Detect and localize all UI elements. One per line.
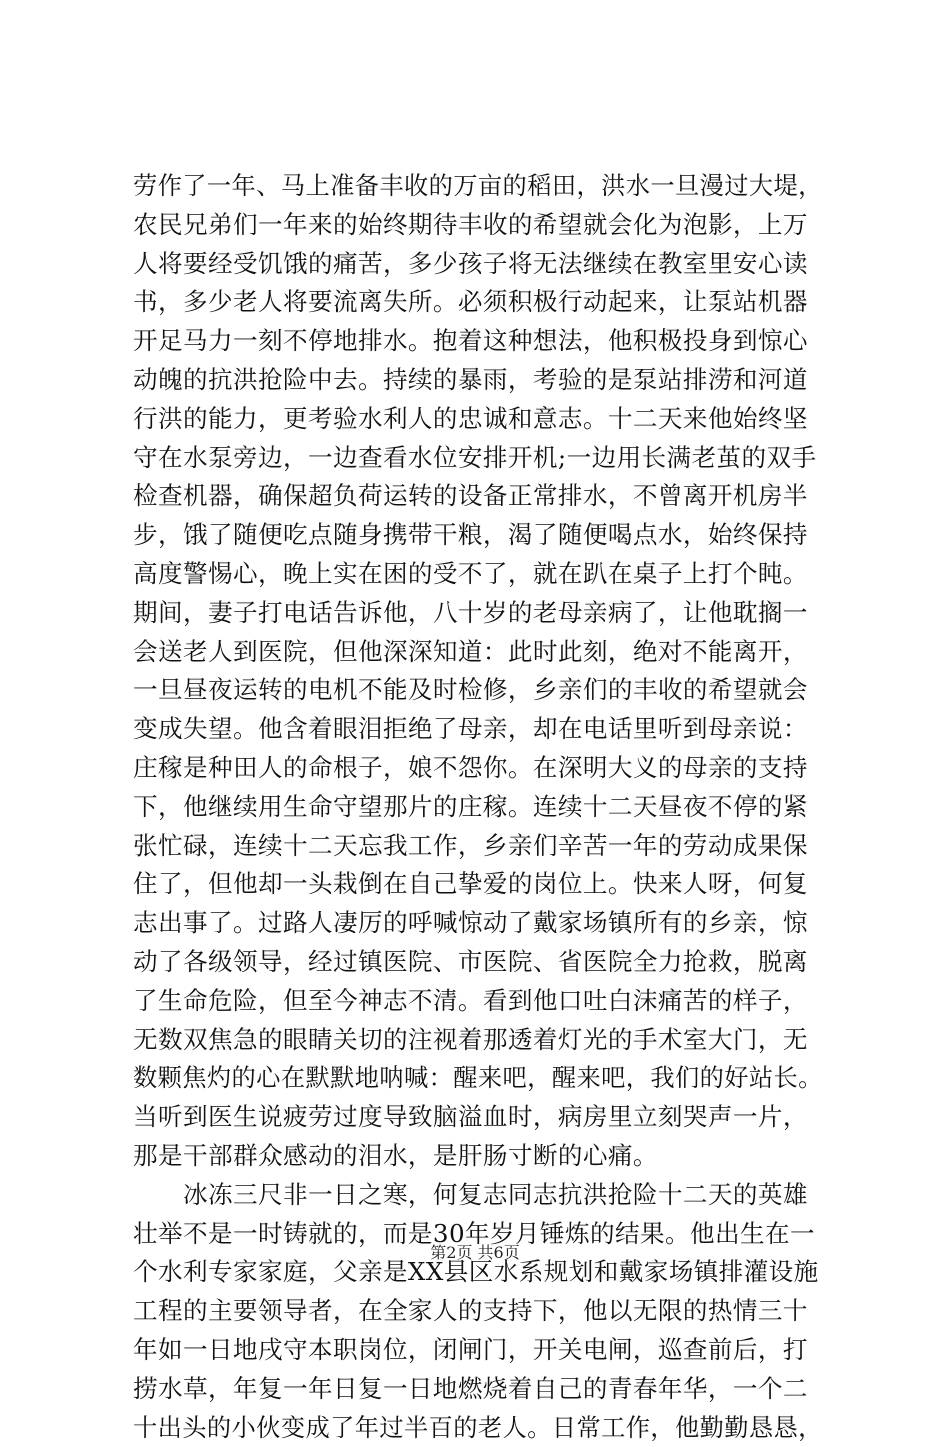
text-line: 步，饿了随便吃点随身携带干粮，渴了随便喝点水，始终保持 <box>133 516 823 555</box>
text-line: 了生命危险，但至今神志不清。看到他口吐白沫痛苦的样子， <box>133 982 823 1021</box>
text-line: 行洪的能力，更考验水利人的忠诚和意志。十二天来他始终坚 <box>133 400 823 439</box>
text-line: 张忙碌，连续十二天忘我工作，乡亲们辛苦一年的劳动成果保 <box>133 827 823 866</box>
text-line: 守在水泵旁边，一边查看水位安排开机;一边用长满老茧的双手 <box>133 439 823 478</box>
text-line: 一旦昼夜运转的电机不能及时检修，乡亲们的丰收的希望就会 <box>133 671 823 710</box>
text-line: 人将要经受饥饿的痛苦，多少孩子将无法继续在教室里安心读 <box>133 245 823 284</box>
text-line: 工程的主要领导者，在全家人的支持下，他以无限的热情三十 <box>133 1292 823 1331</box>
text-line: 检查机器，确保超负荷运转的设备正常排水，不曾离开机房半 <box>133 477 823 516</box>
text-line: 动了各级领导，经过镇医院、市医院、省医院全力抢救，脱离 <box>133 943 823 982</box>
text-line: 农民兄弟们一年来的始终期待丰收的希望就会化为泡影，上万 <box>133 206 823 245</box>
text-line: 数颗焦灼的心在默默地呐喊：醒来吧，醒来吧，我们的好站长。 <box>133 1059 813 1098</box>
text-line: 无数双焦急的眼睛关切的注视着那透着灯光的手术室大门，无 <box>133 1021 823 1060</box>
text-line: 会送老人到医院，但他深深知道：此时此刻，绝对不能离开， <box>133 633 823 672</box>
text-line: 下，他继续用生命守望那片的庄稼。连续十二天昼夜不停的紧 <box>133 788 823 827</box>
text-line: 捞水草，年复一年日复一日地燃烧着自己的青春年华，一个二 <box>133 1370 823 1409</box>
text-line: 住了，但他却一头栽倒在自己挚爱的岗位上。快来人呀，何复 <box>133 865 823 904</box>
text-line: 期间，妻子打电话告诉他，八十岁的老母亲病了，让他耽搁一 <box>133 594 823 633</box>
text-line: 劳作了一年、马上准备丰收的万亩的稻田，洪水一旦漫过大堤， <box>133 167 813 206</box>
text-line: 壮举不是一时铸就的，而是30年岁月锤炼的结果。他出生在一 <box>133 1215 823 1254</box>
page-footer: 第2页 共6页 <box>0 1240 950 1263</box>
text-line: 开足马力一刻不停地排水。抱着这种想法，他积极投身到惊心 <box>133 322 823 361</box>
text-line: 变成失望。他含着眼泪拒绝了母亲，却在电话里听到母亲说： <box>133 710 823 749</box>
text-line: 志出事了。过路人凄厉的呼喊惊动了戴家场镇所有的乡亲，惊 <box>133 904 823 943</box>
text-line: 当听到医生说疲劳过度导致脑溢血时，病房里立刻哭声一片， <box>133 1098 823 1137</box>
text-line: 个水利专家家庭，父亲是XX县区水系规划和戴家场镇排灌设施 <box>133 1253 823 1292</box>
text-line: 冰冻三尺非一日之寒，何复志同志抗洪抢险十二天的英雄 <box>133 1176 823 1215</box>
text-line: 高度警惕心，晚上实在困的受不了，就在趴在桌子上打个盹。 <box>133 555 823 594</box>
text-line: 那是干部群众感动的泪水，是肝肠寸断的心痛。 <box>133 1137 823 1176</box>
text-line: 庄稼是种田人的命根子，娘不怨你。在深明大义的母亲的支持 <box>133 749 823 788</box>
text-line: 书，多少老人将要流离失所。必须积极行动起来，让泵站机器 <box>133 283 823 322</box>
text-line: 动魄的抗洪抢险中去。持续的暴雨，考验的是泵站排涝和河道 <box>133 361 823 400</box>
text-line: 十出头的小伙变成了年过半百的老人。日常工作，他勤勤恳恳， <box>133 1409 813 1447</box>
text-line: 年如一日地戌守本职岗位，闭闸门，开关电闸，巡查前后，打 <box>133 1331 823 1370</box>
